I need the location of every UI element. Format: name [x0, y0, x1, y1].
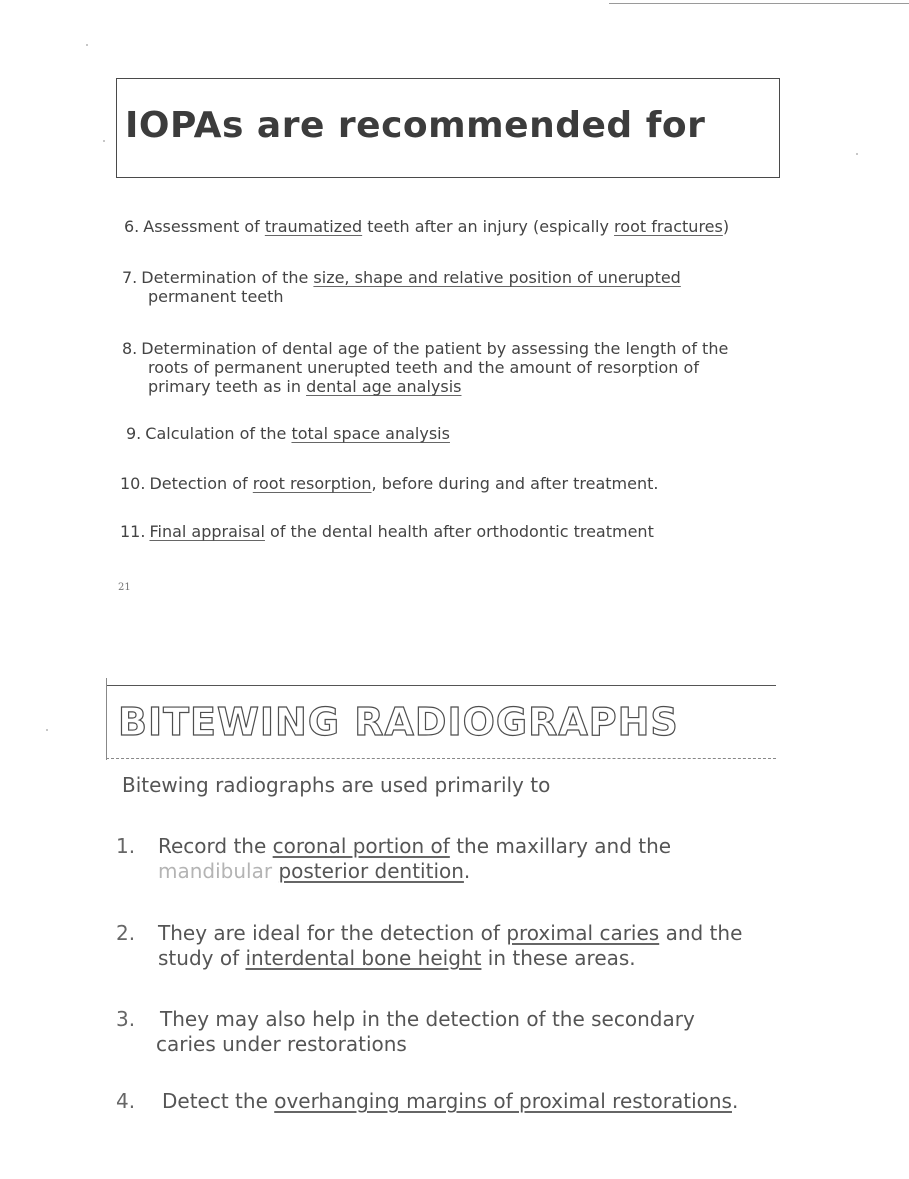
scan-speck: [46, 729, 48, 731]
bitewing-title-left-rule: [106, 678, 107, 760]
bitewing-intro: Bitewing radiographs are used primarily to: [122, 773, 551, 797]
list-item-10: 10. Detection of root resorption, before during and after treatment.: [120, 474, 659, 493]
bitewing-title-top-rule: [106, 685, 776, 686]
bitewing-item-3: 3. They may also help in the detection of the secondary caries under restorations: [116, 1007, 695, 1056]
list-item-8: 8. Determination of dental age of the patient by assessing the length of the roots of permanent unerupted teeth and the amount of resorption of primary teeth as in dental age analysis: [122, 339, 729, 396]
bitewing-item-2: 2. They are ideal for the detection of proximal caries and the study of interdental bone height in these areas.: [116, 921, 743, 970]
list-item-11: 11. Final appraisal of the dental health after orthodontic treatment: [120, 522, 654, 541]
scan-speck: [856, 153, 858, 155]
scan-speck: [86, 44, 88, 46]
list-item-6: 6. Assessment of traumatized teeth after an injury (espically root fractures): [124, 217, 730, 236]
list-item-7: 7. Determination of the size, shape and relative position of unerupted permanent teeth: [122, 268, 681, 306]
list-item-9: 9. Calculation of the total space analysis: [126, 424, 450, 443]
bitewing-title: BITEWING RADIOGRAPHS: [118, 700, 679, 744]
page-number: 21: [118, 582, 131, 593]
iopa-title: IOPAs are recommended for: [125, 105, 706, 146]
bitewing-item-1: 1. Record the coronal portion of the maxillary and the mandibular posterior dentition.: [116, 834, 672, 883]
scan-edge-line: [609, 3, 909, 4]
scan-speck: [103, 140, 105, 142]
bitewing-title-bottom-rule: [106, 758, 776, 759]
bitewing-item-4: 4. Detect the overhanging margins of proximal restorations.: [116, 1089, 739, 1113]
iopa-title-box: [116, 78, 780, 178]
